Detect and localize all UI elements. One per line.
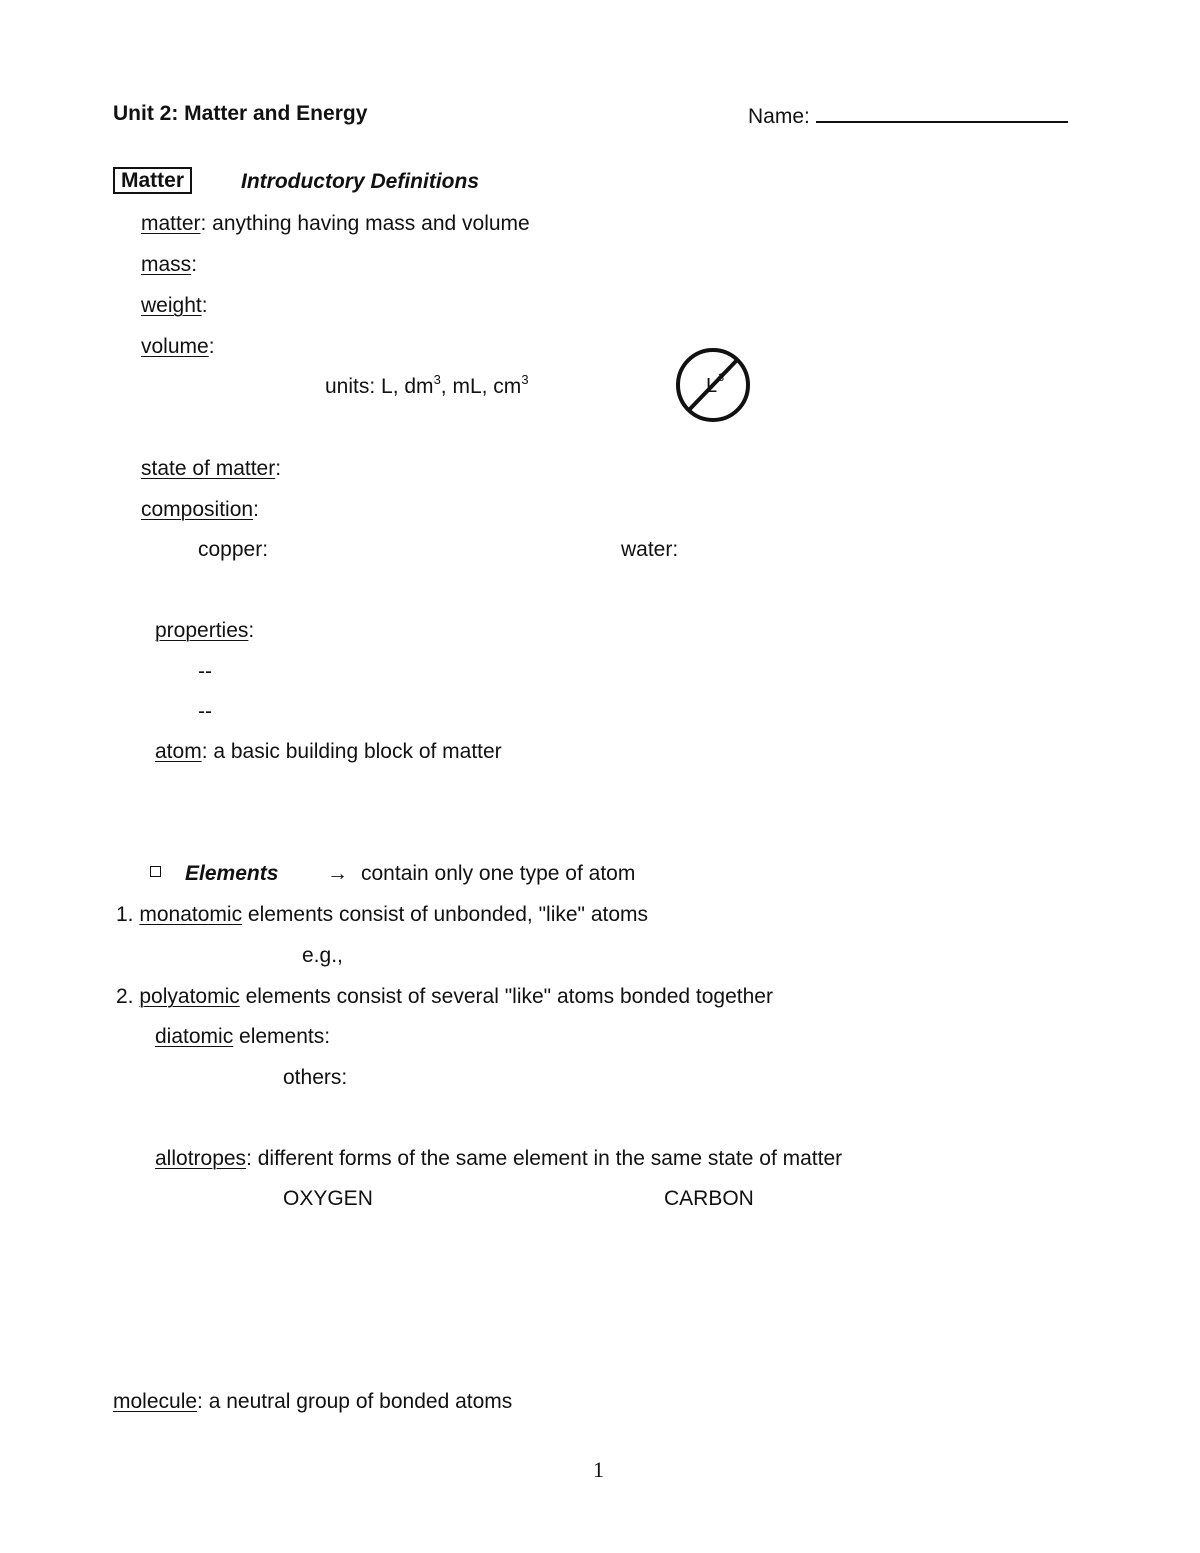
section-heading: Introductory Definitions bbox=[241, 170, 479, 193]
name-label: Name: bbox=[748, 105, 810, 128]
properties-dash-2: -- bbox=[198, 700, 212, 723]
no-liter-cubed-icon bbox=[674, 347, 754, 427]
def-mass: mass: bbox=[141, 253, 198, 276]
properties-dash-1: -- bbox=[198, 660, 212, 683]
matter-box-label: Matter bbox=[113, 168, 192, 194]
def-atom: atom: a basic building block of matter bbox=[155, 740, 502, 763]
volume-units: units: L, $dm^3$, mL, $cm^3$ bbox=[325, 372, 529, 398]
name-blank-line[interactable] bbox=[816, 101, 1068, 123]
def-allotropes: allotropes: different forms of the same element in the same state of matter bbox=[155, 1147, 843, 1170]
diatomic-elements: diatomic elements: bbox=[155, 1025, 331, 1048]
allotrope-oxygen: OXYGEN bbox=[283, 1187, 373, 1210]
def-matter: matter: anything having mass and volume bbox=[141, 212, 530, 235]
def-composition: composition: bbox=[141, 498, 259, 521]
elements-heading: Elements bbox=[185, 862, 279, 885]
def-molecule: molecule: a neutral group of bonded atoms bbox=[113, 1390, 513, 1413]
arrow-right-icon: → bbox=[327, 862, 348, 885]
def-state-of-matter: state of matter: bbox=[141, 457, 282, 480]
def-properties: properties: bbox=[155, 619, 255, 642]
elements-bullet-icon bbox=[150, 861, 161, 887]
others-label: others: bbox=[283, 1066, 348, 1089]
composition-copper: copper: bbox=[198, 538, 269, 561]
elements-description: contain only one type of atom bbox=[361, 862, 636, 885]
def-volume: volume: bbox=[141, 335, 215, 358]
no-symbol-sup: 3 bbox=[718, 372, 725, 384]
name-field[interactable] bbox=[748, 101, 1068, 130]
polyatomic-item: 2. polyatomic elements consist of several "like" atoms bonded together bbox=[116, 985, 773, 1008]
composition-water: water: bbox=[621, 538, 679, 561]
monatomic-item: 1. monatomic elements consist of unbonded, "like" atoms bbox=[116, 903, 649, 926]
def-weight: weight: bbox=[141, 294, 208, 317]
page-title: Unit 2: Matter and Energy bbox=[113, 102, 368, 125]
allotrope-carbon: CARBON bbox=[664, 1187, 754, 1210]
page-number: 1 bbox=[593, 1457, 604, 1482]
no-symbol-letter: L bbox=[706, 375, 718, 397]
monatomic-example: e.g., bbox=[302, 944, 343, 967]
